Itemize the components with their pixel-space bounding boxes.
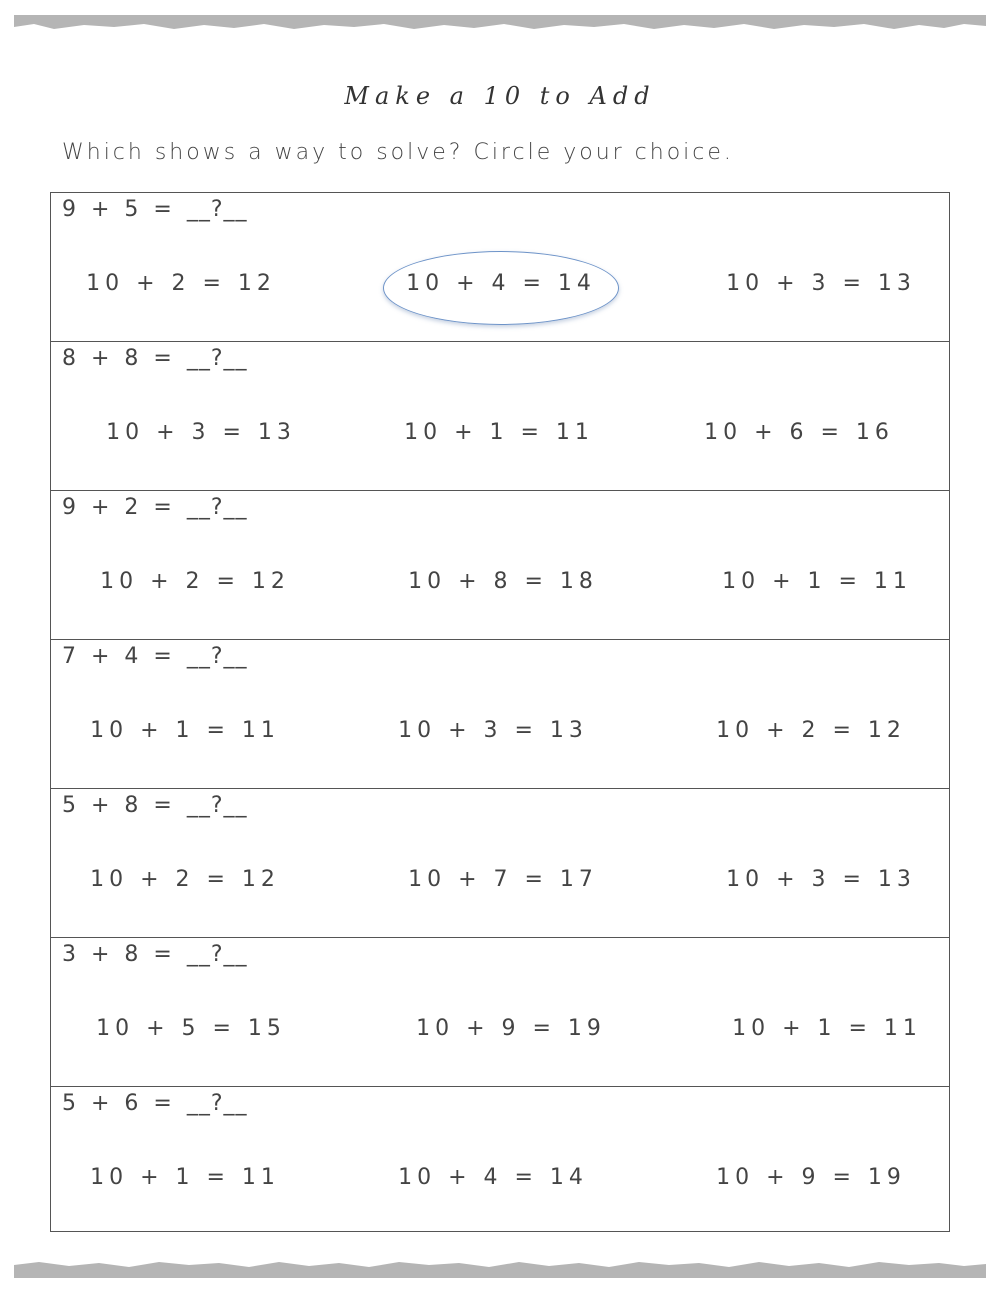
choice-b[interactable]: 10 + 7 = 17 — [408, 867, 598, 892]
torn-edge-top — [14, 12, 986, 32]
choice-a[interactable]: 10 + 2 = 12 — [100, 569, 290, 594]
choice-c[interactable]: 10 + 1 = 11 — [722, 569, 912, 594]
problem-row — [51, 490, 949, 639]
problem-row — [51, 341, 949, 490]
choice-b[interactable]: 10 + 1 = 11 — [404, 420, 594, 445]
choice-c[interactable]: 10 + 3 = 13 — [726, 867, 916, 892]
choice-a[interactable]: 10 + 1 = 11 — [90, 1165, 280, 1190]
choice-a[interactable]: 10 + 2 = 12 — [90, 867, 280, 892]
choice-c[interactable]: 10 + 2 = 12 — [716, 718, 906, 743]
choice-b[interactable]: 10 + 9 = 19 — [416, 1016, 606, 1041]
choice-b[interactable]: 10 + 4 = 14 — [398, 1165, 588, 1190]
problem-question: 3 + 8 = __?__ — [62, 942, 248, 967]
problem-question: 5 + 6 = __?__ — [62, 1091, 248, 1116]
choice-c[interactable]: 10 + 9 = 19 — [716, 1165, 906, 1190]
problem-question: 9 + 2 = __?__ — [62, 495, 248, 520]
choice-a[interactable]: 10 + 1 = 11 — [90, 718, 280, 743]
problem-question: 5 + 8 = __?__ — [62, 793, 248, 818]
problem-question: 7 + 4 = __?__ — [62, 644, 248, 669]
choice-c[interactable]: 10 + 6 = 16 — [704, 420, 894, 445]
choice-a[interactable]: 10 + 5 = 15 — [96, 1016, 286, 1041]
problem-row — [51, 937, 949, 1086]
problem-row — [51, 788, 949, 937]
problem-row — [51, 193, 949, 342]
choice-a[interactable]: 10 + 2 = 12 — [86, 271, 276, 296]
choice-a[interactable]: 10 + 3 = 13 — [106, 420, 296, 445]
problem-row — [51, 639, 949, 788]
choice-b[interactable]: 10 + 4 = 14 — [406, 271, 596, 296]
instructions: Which shows a way to solve? Circle your choice. — [62, 140, 734, 165]
choice-b[interactable]: 10 + 8 = 18 — [408, 569, 598, 594]
problem-question: 8 + 8 = __?__ — [62, 346, 248, 371]
torn-edge-bottom — [14, 1260, 986, 1280]
choice-b[interactable]: 10 + 3 = 13 — [398, 718, 588, 743]
problem-grid — [50, 192, 950, 1232]
worksheet-title: Make a 10 to Add — [344, 82, 656, 110]
problem-row — [51, 1086, 949, 1235]
choice-c[interactable]: 10 + 3 = 13 — [726, 271, 916, 296]
problem-question: 9 + 5 = __?__ — [62, 197, 248, 222]
choice-c[interactable]: 10 + 1 = 11 — [732, 1016, 922, 1041]
